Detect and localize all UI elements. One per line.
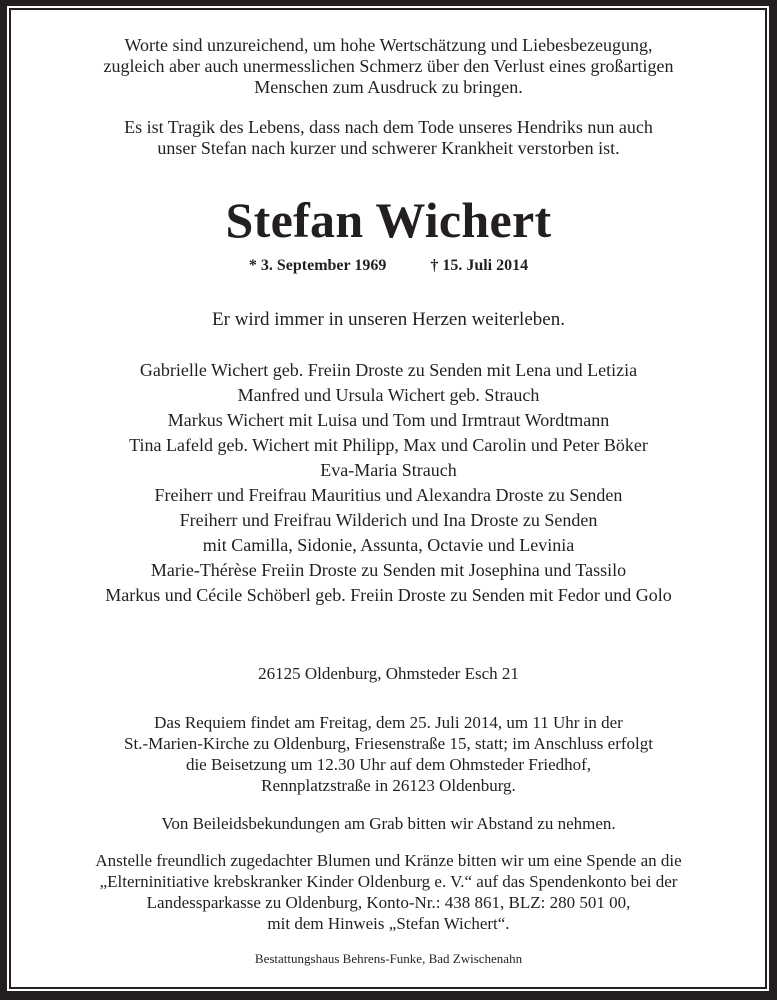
requiem-paragraph [12, 712, 765, 796]
funeral-home-credit: Bestattungshaus Behrens-Funke, Bad Zwischenahn [254, 951, 523, 966]
donation-line: mit dem Hinweis „Stefan Wichert“. [267, 914, 510, 933]
death-date: † 15. Juli 2014 [430, 257, 529, 274]
motto: Er wird immer in unseren Herzen weiterleben. [212, 309, 565, 330]
requiem-line: Das Requiem findet am Freitag, dem 25. Juli 2014, um 11 Uhr in der [154, 713, 623, 732]
requiem-line: Rennplatzstraße in 26123 Oldenburg. [261, 776, 516, 795]
donation-paragraph [12, 850, 765, 934]
intro-paragraph-2 [12, 117, 765, 159]
mourner-line: Freiherr und Freifrau Wilderich und Ina Droste zu Senden [179, 510, 598, 530]
donation-line: Landessparkasse zu Oldenburg, Konto-Nr.: 438 861, BLZ: 280 501 00, [146, 893, 631, 912]
requiem-line: St.-Marien-Kirche zu Oldenburg, Friesenstraße 15, statt; im Anschluss erfolgt [124, 734, 653, 753]
life-dates [12, 256, 765, 276]
mourner-line: Marie-Thérèse Freiin Droste zu Senden mit Josephina und Tassilo [150, 560, 627, 580]
mourner-line: Freiherr und Freifrau Mauritius und Alexandra Droste zu Senden [154, 485, 623, 505]
intro-line: zugleich aber auch unermesslichen Schmerz über den Verlust eines großartigen [103, 56, 674, 76]
mourner-line: Markus Wichert mit Luisa und Tom und Irmtraut Wordtmann [167, 410, 610, 430]
donation-line: „Elterninitiative krebskranker Kinder Oldenburg e. V.“ auf das Spendenkonto bei der [99, 872, 678, 891]
intro-paragraph [12, 35, 765, 98]
intro2-line: Es ist Tragik des Lebens, dass nach dem Tode unseres Hendriks nun auch [124, 117, 653, 137]
requiem-line: die Beisetzung um 12.30 Uhr auf dem Ohmsteder Friedhof, [185, 755, 592, 774]
donation-line: Anstelle freundlich zugedachter Blumen und Kränze bitten wir um eine Spende an die [95, 851, 682, 870]
intro2-line: unser Stefan nach kurzer und schwerer Krankheit verstorben ist. [157, 138, 620, 158]
mourner-line: Manfred und Ursula Wichert geb. Strauch [237, 385, 540, 405]
mourner-line: mit Camilla, Sidonie, Assunta, Octavie und Levinia [202, 535, 575, 555]
intro-line: Worte sind unzureichend, um hohe Wertschätzung und Liebesbezeugung, [124, 35, 653, 55]
condolences-note: Von Beileidsbekundungen am Grab bitten wir Abstand zu nehmen. [161, 814, 616, 833]
mourner-line: Markus und Cécile Schöberl geb. Freiin Droste zu Senden mit Fedor und Golo [105, 585, 672, 605]
birth-date: * 3. September 1969 [248, 257, 387, 274]
family-address: 26125 Oldenburg, Ohmsteder Esch 21 [258, 664, 519, 683]
intro-line: Menschen zum Ausdruck zu bringen. [254, 77, 523, 97]
mourners-list [12, 358, 765, 608]
mourner-line: Gabrielle Wichert geb. Freiin Droste zu Senden mit Lena und Letizia [139, 360, 638, 380]
mourner-line: Eva-Maria Strauch [320, 460, 457, 480]
deceased-name: Stefan Wichert [225, 192, 552, 248]
mourner-line: Tina Lafeld geb. Wichert mit Philipp, Max und Carolin und Peter Böker [129, 435, 648, 455]
obituary-notice [12, 10, 765, 987]
